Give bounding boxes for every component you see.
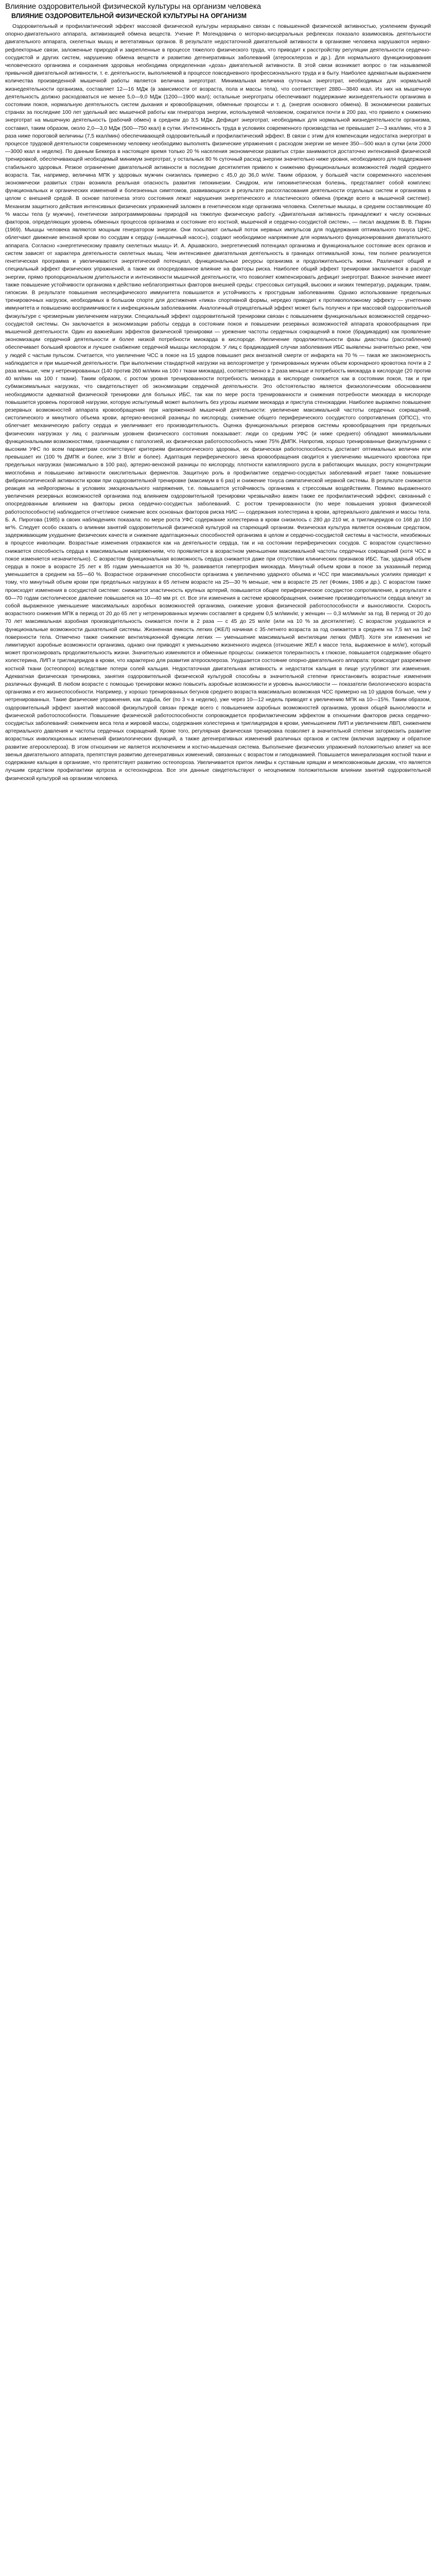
document-title: Влияние оздоровительной физической культуры на организм человека [5, 2, 261, 11]
article-body [5, 23, 431, 783]
section-heading: ВЛИЯНИЕ ОЗДОРОВИТЕЛЬНОЙ ФИЗИЧЕСКОЙ КУЛЬТУРЫ НА ОРГАНИЗМ [11, 12, 247, 20]
document-page [0, 0, 436, 793]
article-paragraph: Оздоровительный и профилактический эффект массовой физической культуры неразрывно связан с повышенной физической активностью, усилением функций опорно-двигательного аппарата, активизацией обмена веществ. Учение Р. Могендовича о моторно-висцеральных рефлексах показало взаимосвязь деятельности двигательного аппарата, скелетных мышц и вегетативных органов. В результате недостаточной двигательной активности в организме человека нарушаются нервно-рефлекторные связи, заложенные природой и закрепленные в процессе тяжелого физического труда, что приводит к расстройству регуляции деятельности сердечно-сосудистой и других систем, нарушению обмена веществ и развитию дегенеративных заболеваний (атеросклероза и др.). Для нормального функционирования человеческого организма и сохранения здоровья необходима определенная «доза» двигательной активности. В этой связи возникает вопрос о так называемой привычной двигательной активности, т. е. деятельности, выполняемой в процессе повседневного профессионального труда и в быту. Наиболее адекватным выражением количества произведенной мышечной работы является величина энерготрат. Минимальная величина суточных энерготрат, необходимых для нормальной жизнедеятельности организма, составляет 12—16 МДж (в зависимости от возраста, пола и массы тела), что соответствует 2880—3840 ккал. Из них на мышечную деятельность должно расходоваться не менее 5,0—9,0 МДж (1200—1900 ккал); остальные энерготраты обеспечивают поддержание жизнедеятельности организма в состоянии покоя, нормальную деятельность систем дыхания и кровообращения, обменные процессы и т. д. (энергия основного обмена). В экономически развитых странах за последние 100 лет удельный вес мышечной работы как генератора энергии, используемой человеком, сократился почти в 200 раз, что привело к снижению энерготрат на мышечную деятельность (рабочий обмен) в среднем до 3,5 МДж. Дефицит энерготрат, необходимых для нормальной жизнедеятельности организма, составил, таким образом, около 2,0—3,0 МДж (500—750 ккал) в сутки. Интенсивность труда в условиях современного производства не превышает 2—3 ккал/мин, что в 3 раза ниже пороговой величины (7,5 ккал/мин) обеспечивающей оздоровительный и профилактический эффект. В связи с этим для компенсации недостатка энерготрат в процессе трудовой деятельности современному человеку необходимо выполнять физические упражнения с расходом энергии не менее 350—500 ккал в сутки (или 2000—3000 ккал в неделю). По данным Беккера в настоящее время только 20 % населения экономически развитых стран занимаются достаточно интенсивной физической тренировкой, обеспечивающей необходимый минимум энерготрат, у остальных 80 % суточный расход энергии значительно ниже уровня, необходимого для поддержания стабильного здоровья. Резкое ограничение двигательной активности в последние десятилетия привело к снижению функциональных возможностей людей среднего возраста. Так, например, величина МПК у здоровых мужчин снизилась примерно с 45,0 до 36,0 мл/кг. Таким образом, у большей части современного населения экономически развитых стран возникла реальная опасность развития гипокинезии. Синдром, или гипокинетическая болезнь, представляет собой комплекс функциональных и органических изменений и болезненных симптомов, развивающихся в результате рассогласования деятельности отдельных систем и организма в целом с внешней средой. В основе патогенеза этого состояния лежат нарушения энергетического и пластического обмена (прежде всего в мышечной системе). Механизм защитного действия интенсивных физических упражнений заложен в генетическом коде организма человека. Скелетные мышцы, в среднем составляющие 40 % массы тела (у мужчин), генетически запрограммированы природой на тяжелую физическую работу. «Двигательная активность принадлежит к числу основных факторов, определяющих уровень обменных процессов организма и состояние его костной, мышечной и сердечно-сосудистой систем», — писал академик В. В. Парин (1969). Мышцы человека являются мощным генератором энергии. Они посылают сильный поток нервных импульсов для поддержания оптимального тонуса ЦНС, облегчают движение венозной крови по сосудам к сердцу («мышечный насос»), создают необходимое напряжение для нормального функционирования двигательного аппарата. Согласно «энергетическому правилу скелетных мышц» И. А. Аршавского, энергетический потенциал организма и функциональное состояние всех органов и систем зависят от характера деятельности скелетных мышц. Чем интенсивнее двигательная деятельность в границах оптимальной зоны, тем полнее реализуется генетическая программа и увеличиваются энергетический потенциал, функциональные ресурсы организма и продолжительность жизни. Различают общий и специальный эффект физических упражнений, а также их опосредованное влияние на факторы риска. Наиболее общий эффект тренировки заключается в расходе энергии, прямо пропорциональном длительности и интенсивности мышечной деятельности, что позволяет компенсировать дефицит энерготрат. Важное значение имеет также повышение устойчивости организма к действию неблагоприятных факторов внешней среды: стрессовых ситуаций, высоких и низких температур, радиации, травм, гипоксии. В результате повышения неспецифического иммунитета повышается и устойчивость к простудным заболеваниям. Однако использование предельных тренировочных нагрузок, необходимых в большом спорте для достижения «пика» спортивной формы, нередко приводит к противоположному эффекту — угнетению иммунитета и повышению восприимчивости к инфекционным заболеваниям. Аналогичный отрицательный эффект может быть получен и при массовой оздоровительной физкультуре с чрезмерным увеличением нагрузки. Специальный эффект оздоровительной тренировки связан с повышением функциональных возможностей сердечно-сосудистой системы. Он заключается в экономизации работы сердца в состоянии покоя и повышении резервных возможностей аппарата кровообращения при мышечной деятельности. Один из важнейших эффектов физической тренировки — урежение частоты сердечных сокращений в покое (брадикардия) как проявление экономизации сердечной деятельности и более низкой потребности миокарда в кислороде. Увеличение продолжительности фазы диастолы (расслабления) обеспечивает больший кровоток и лучшее снабжение сердечной мышцы кислородом. У лиц с брадикардией случаи заболевания ИБС выявлены значительно реже, чем у людей с частым пульсом. Считается, что увеличение ЧСС в покое на 15 ударов повышает риск внезапной смерти от инфаркта на 70 % — такая же закономерность наблюдается и при мышечной деятельности. При выполнении стандартной нагрузки на велоэргометре у тренированных мужчин объем коронарного кровотока почти в 2 раза меньше, чем у нетренированных (140 против 260 мл/мин на 100 г ткани миокарда), соответственно в 2 раза меньше и потребность миокарда в кислороде (20 против 40 мл/мин на 100 г ткани). Таким образом, с ростом уровня тренированности потребность миокарда в кислороде снижается как в состоянии покоя, так и при субмаксимальных нагрузках, что свидетельствует об экономизации сердечной деятельности. Это обстоятельство является физиологическим обоснованием необходимости адекватной физической тренировки для больных ИБС, так как по мере роста тренированности и снижения потребности миокарда в кислороде повышается уровень пороговой нагрузки, которую испытуемый может выполнить без угрозы ишемии миокарда и приступа стенокардии. Наиболее выражено повышение резервных возможностей аппарата кровообращения при напряженной мышечной деятельности: увеличение максимальной частоты сердечных сокращений, систолического и минутного объема крови, артерио-венозной разницы по кислороду, снижение общего периферического сосудистого сопротивления (ОПСС), что облегчает механическую работу сердца и увеличивает его производительность. Оценка функциональных резервов системы кровообращения при предельных физических нагрузках у лиц с различным уровнем физического состояния показывает: люди со средним УФС (и ниже среднего) обладают минимальными функциональными возможностями, граничащими с патологией, их физическая работоспособность ниже 75% ДМПК. Напротив, хорошо тренированные физкультурники с высоким УФС по всем параметрам соответствуют критериям физиологического здоровья, их физическая работоспособность достигает оптимальных величин или превышает их (100 % ДМПК и более, или 3 Вт/кг и более). Адаптация периферического звена кровообращения сводится к увеличению мышечного кровотока при предельных нагрузках (максимально в 100 раз), артерио-венозной разницы по кислороду, плотности капиллярного русла в работающих мышцах, росту концентрации миоглобина и повышению активности окислительных ферментов. Защитную роль в профилактике сердечно-сосудистых заболеваний играет также повышение фибринолитической активности крови при оздоровительной тренировке (максимум в 6 раз) и снижение тонуса симпатической нервной системы. В результате снижается реакция на нейрогормоны в условиях эмоционального напряжения, т.е. повышается устойчивость организма к стрессовым воздействиям. Помимо выраженного увеличения резервных возможностей организма под влиянием оздоровительной тренировки чрезвычайно важен также ее профилактический эффект, связанный с опосредованным влиянием на факторы риска сердечно-сосудистых заболеваний. С ростом тренированности (по мере повышения уровня физической работоспособности) наблюдается отчетливое снижение всех основных факторов риска НИС — содержания холестерина в крови, артериального давления и массы тела. Б. А. Пирогова (1985) в своих наблюдениях показала: по мере роста УФС содержание холестерина в крови снизилось с 280 до 210 мг, а триглицеридов со 168 до 150 мг%. Следует особо сказать о влиянии занятий оздоровительной физической культурой на стареющий организм. Физическая культура является основным средством, задерживающим ухудшение физических качеств и снижение адаптационных способностей организма в целом и сердечно-сосудистой системы в частности, неизбежных в процессе инволюции. Возрастные изменения отражаются как на деятельности сердца, так и на состоянии периферических сосудов. С возрастом существенно снижается способность сердца к максимальным напряжениям, что проявляется в возрастном уменьшении максимальной частоты сердечных сокращений (хотя ЧСС в покое изменяется незначительно). С возрастом функциональная возможность сердца снижается даже при отсутствии клинических признаков ИБС. Так, ударный объем сердца в покое в возрасте 25 лет к 85 годам уменьшается на 30 %, развивается гипертрофия миокарда. Минутный объем крови в покое за указанный период уменьшается в среднем на 55—60 %. Возрастное ограничение способности организма к увеличению ударного объема и ЧСС при максимальных усилиях приводит к тому, что минутный объем крови при предельных нагрузках в 65 летнем возрасте на 25—30 % меньше, чем в возрасте 25 лет (Фомин, 1986 и др.). С возрастом также происходят изменения в сосудистой системе: снижается эластичность крупных артерий, повышается общее периферическое сосудистое сопротивление, в результате к 60—70 годам систолическое давление повышается на 10—40 мм рт. ст. Все эти изменения в системе кровообращения, снижение производительности сердца влекут за собой выраженное уменьшение максимальных аэробных возможностей организма, снижение уровня физической работоспособности и выносливости. Скорость возрастного снижения МПК в период от 20 до 65 лет у нетренированных мужчин составляет в среднем 0,5 мл/мин/кг, у женщин — 0,3 мл/мин/кг за год. В период от 20 до 70 лет максимальная аэробная производительность снижается почти в 2 раза — с 45 до 25 мл/кг (или на 10 % за десятилетие). С возрастом ухудшаются и функциональные возможности дыхательной системы. Жизненная емкость легких (ЖЕЛ) начиная с 35-летнего возраста за год снижается в среднем на 7,5 мл на 1м2 поверхности тела. Отмечено также снижение вентиляционной функции легких — уменьшение максимальной вентиляции легких (МВЛ). Хотя эти изменения не лимитируют аэробные возможности организма, однако они приводят к уменьшению жизненного индекса (отношение ЖЕЛ к массе тела, выраженное в мл/кг), который может прогнозировать продолжительность жизни. Значительно изменяются и обменные процессы: снижается толерантность к глюкозе, повышается содержание общего холестерина, ЛИП и триглицеридов в крови, что характерно для развития атеросклероза. Ухудшается состояние опорно-двигательного аппарата: происходит разрежение костной ткани (остеопороз) вследствие потери солей кальция. Недостаточная двигательная активность и недостаток кальция в пище усугубляют эти изменения. Адекватная физическая тренировка, занятия оздоровительной физической культурой способны в значительной степени приостановить возрастные изменения различных функций. В любом возрасте с помощью тренировки можно повысить аэробные возможности и уровень выносливости — показатели биологического возраста организма и его жизнеспособности. Например, у хорошо тренированных бегунов среднего возраста максимально возможная ЧСС примерно на 10 ударов больше, чем у нетренированных. Такие физические упражнения, как ходьба, бег (по 3 ч в неделю), уже через 10—12 недель приводят к увеличению МПК на 10—15%. Таким образом, оздоровительный эффект занятий массовой физкультурой связан прежде всего с повышением аэробных возможностей организма, уровня общей выносливости и физической работоспособности. Повышение физической работоспособности сопровождается профилактическим эффектом в отношении факторов риска сердечно-сосудистых заболеваний: снижением веса тела и жировой массы, содержания холестерина и триглицеридов в крови, уменьшением ЛИП и увеличением ЛВП, снижением артериального давления и частоты сердечных сокращений. Кроме того, регулярная физическая тренировка позволяет в значительной степени затормозить развитие возрастных инволюционных изменений физиологических функций, а также дегенеративных изменений различных органов и систем (включая задержку и обратное развитие атеросклероза). В этом отношении не является исключением и костно-мышечная система. Выполнение физических упражнений положительно влияет на все звенья двигательного аппарата, препятствуя развитию дегенеративных изменений, связанных с возрастом и гиподинамией. Повышается минерализация костной ткани и содержание кальция в организме, что препятствует развитию остеопороза. Увеличивается приток лимфы к суставным хрящам и межпозвонковым дискам, что является лучшим средством профилактики артроза и остеохондроза. Все эти данные свидетельствуют о неоценимом положительном влиянии занятий оздоровительной физической культурой на организм человека. [5, 24, 431, 782]
